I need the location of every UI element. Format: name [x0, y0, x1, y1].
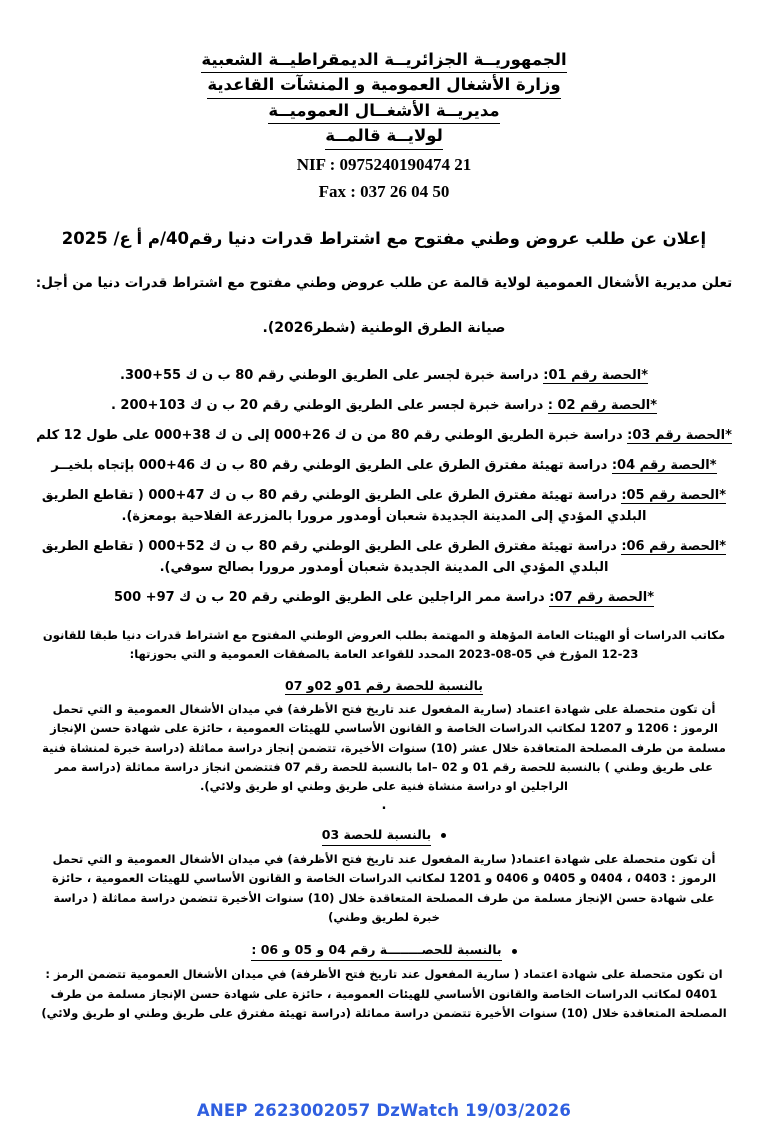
section-heading	[28, 826, 740, 846]
section-body: أن تكون متحصلة على شهادة اعتماد( سارية المفعول عند تاريخ فتح الأظرفة) في ميدان الأشغال العمومية و التي تحمل الرموز : 0403 ، 0404 و 0405 و 0406 و 1201 لمكاتب الدراسات الخاصة و القانون الأساسي للهيئات العمومية ، حائزة على شهادة حسن الإنجاز مسلمة من طرف المصلحة المتعاقدة خلال (10) سنوات الأخيرة تتضمن دراسة مماثلة ( دراسة خبرة لطريق وطني)	[51, 851, 717, 924]
requirements-section-lots-01-02-07	[28, 677, 740, 811]
lot-label: *الحصة رقم 01:	[543, 367, 649, 383]
header-line-directorate	[28, 99, 740, 124]
requirements-section-lot-03	[28, 826, 740, 928]
lot-description: دراسة تهيئة مفترق الطرق على الطريق الوطني رقم 80 ب ن ك 47+000 ( تقاطع الطريق البلدي المؤدي إلى المدينة الجديدة شعبان أومدور مرورا بالمزرعة الفلاحية بومعزة).	[41, 487, 647, 524]
lot-label: *الحصة رقم 06:	[621, 538, 727, 554]
lots-list	[28, 365, 740, 608]
lot-label: *الحصة رقم 07:	[549, 590, 654, 606]
header-line-republic	[28, 48, 740, 73]
lot-label: *الحصة رقم 04:	[611, 457, 717, 473]
header-line-ministry-text: وزارة الأشغال العمومية و المنشآت القاعدية	[207, 73, 560, 98]
section-body: ان تكون متحصلة على شهادة اعتماد ( سارية المفعول عند تاريخ فتح الأظرفة) في ميدان الأشغال العمومية تتضمن الرمز : 0401 لمكاتب الدراسات الخاصة والقانون الأساسي للهيئات العمومية ، حائزة على شهادة حسن الإنجاز مسلمة من طرف المصلحة المتعاقدة خلال (10) سنوات الأخيرة تتضمن دراسة مماثلة (دراسة تهيئة مفترق على طريق وطني او طريق ولائي)	[41, 967, 727, 1021]
section-heading	[28, 677, 740, 696]
document-header	[28, 48, 740, 205]
lot-item	[28, 536, 740, 578]
header-line-ministry	[28, 73, 740, 98]
bullet-icon	[441, 833, 446, 838]
anep-footer: ANEP 2623002057 DzWatch 19/03/2026	[196, 1101, 572, 1120]
page-title: إعلان عن طلب عروض وطني مفتوح مع اشتراط قدرات دنيا رقم40/م أ ع/ 2025	[61, 228, 707, 248]
section-heading-text: بالنسبة للحصة رقم 01و 02و 07	[285, 678, 483, 694]
lot-item	[28, 485, 740, 527]
lot-item	[28, 425, 740, 446]
section-body: أن تكون متحصلة على شهادة اعتماد (سارية المفعول عند تاريخ فتح الأظرفة) في ميدان الأشغال العمومية و التي تحمل الرموز : 1206 و 1207 لمكاتب الدراسات الخاصة و القانون الأساسي للهيئات العمومية ، حائزة على شهادة حسن الإنجاز مسلمة من طرف المصلحة المتعاقدة خلال عشر (10) سنوات الأخيرة، تتضمن إنجاز دراسة مماثلة (دراسة خبرة لمنشاة فنية على طريق وطني ) بالنسبة للحصة رقم 01 و 02 –اما بالنسبة للحصة رقم 07 فتتضمن انجاز دراسة مماثلة (دراسة ممر الراجلين او دراسة منشاة فنية على طريق وطني او طريق ولائي).	[42, 702, 726, 794]
lot-item	[28, 455, 740, 476]
header-line-directorate-text: مديريــة الأشغــال العموميــة	[268, 99, 499, 124]
section-heading-text: بالنسبة للحصــــــــة رقم 04 و 05 و 06 :	[251, 941, 501, 961]
header-nif: NIF : 0975240190474 21	[296, 154, 472, 174]
bullet-icon	[512, 949, 517, 954]
purpose-line: صيانة الطرق الوطنية (شطر2026).	[262, 319, 506, 336]
requirements-section-lots-04-05-06	[28, 941, 740, 1023]
lot-description: دراسة خبرة الطريق الوطني رقم 80 من ن ك 26+000 إلى ن ك 38+000 على طول 12 كلم	[36, 427, 628, 443]
intro-paragraph: تعلن مديرية الأشغال العمومية لولاية قالمة عن طلب عروض وطني مفتوح مع اشتراط قدرات دنيا من أجل:	[35, 275, 733, 292]
section-heading	[28, 941, 740, 961]
section-trailing-dot: .	[381, 797, 387, 813]
header-line-wilaya-text: لولايــة قالمــة	[325, 124, 443, 149]
lot-item	[28, 365, 740, 386]
lot-item	[28, 395, 740, 416]
lot-label: *الحصة رقم 05:	[621, 487, 727, 503]
lot-description: دراسة تهيئة مفترق الطرق على الطريق الوطني رقم 80 ب ن ك 52+000 ( تقاطع الطريق البلدي المؤدي الى المدينة الجديدة شعبان أومدور مرورا بصالح سوفي).	[41, 538, 622, 576]
conditions-paragraph: مكاتب الدراسات أو الهيئات العامة المؤهلة و المهتمة بطلب العروض الوطني المفتوح مع اشتراط قدرات دنيا طبقا للقانون 23-12 المؤرخ في 05-08-2023 المحدد للقواعد العامة بالصفقات العمومية و التي بحوزتها:	[42, 628, 726, 661]
section-heading-text: بالنسبة للحصة 03	[322, 826, 431, 846]
header-fax: Fax : 037 26 04 50	[318, 182, 450, 202]
lot-description: دراسة تهيئة مفترق الطرق على الطريق الوطني رقم 80 ب ن ك 46+000 بإتجاه بلخيــر	[51, 457, 612, 473]
lot-description: دراسة خبرة لجسر على الطريق الوطني رقم 20 ب ن ك 103+200 .	[110, 397, 548, 413]
lot-label: *الحصة رقم 03:	[627, 427, 732, 443]
lot-description: دراسة ممر الراجلين على الطريق الوطني رقم 20 ب ن ك 97+ 500	[114, 590, 550, 606]
lot-item	[28, 587, 740, 608]
lot-label: *الحصة رقم 02 :	[547, 397, 658, 413]
header-line-republic-text: الجمهوريــة الجزائريــة الديمقراطيــة الشعبية	[201, 48, 566, 73]
lot-description: دراسة خبرة لجسر على الطريق الوطني رقم 80 ب ن ك 55+300.	[119, 367, 544, 383]
header-line-wilaya	[28, 124, 740, 149]
